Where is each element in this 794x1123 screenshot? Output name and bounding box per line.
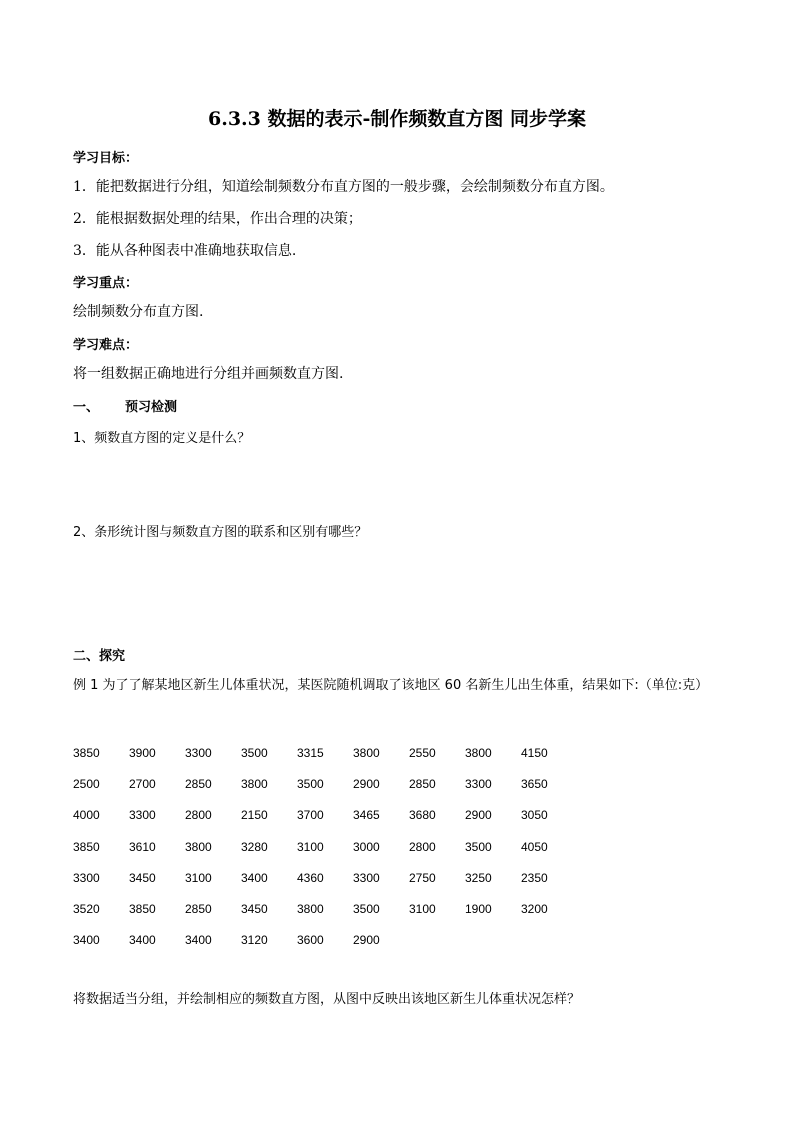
table-row (73, 862, 577, 893)
table-cell: 3300 (353, 870, 380, 885)
table-cell: 3850 (129, 902, 156, 917)
table-cell: 4050 (521, 839, 548, 854)
table-row (73, 831, 577, 862)
table-cell: 3450 (241, 902, 268, 917)
table-cell: 3900 (129, 745, 156, 760)
table-cell: 1900 (465, 902, 492, 917)
section-1-number: 一、 (73, 400, 100, 415)
example-1-text: 例 1 为了了解某地区新生儿体重状况，某医院随机调取了该地区 60 名新生儿出生体重，结果如下:（单位:克） (73, 678, 709, 693)
table-cell: 3120 (241, 933, 268, 948)
preview-question-1: 1、频数直方图的定义是什么？ (73, 431, 251, 446)
difficulty-text: 将一组数据正确地进行分组并画频数直方图. (73, 366, 344, 382)
table-cell: 3100 (409, 902, 436, 917)
table-cell: 3300 (129, 808, 156, 823)
table-cell: 2900 (353, 933, 380, 948)
table-cell: 2350 (521, 870, 548, 885)
birth-weight-data-table (73, 737, 577, 956)
table-cell: 3400 (241, 870, 268, 885)
table-row (73, 893, 577, 924)
table-row (73, 925, 577, 956)
table-cell: 3315 (297, 745, 324, 760)
section-2-heading: 二、探究 (73, 649, 126, 664)
table-cell: 3850 (73, 745, 100, 760)
table-cell: 3280 (241, 839, 268, 854)
key-point-heading: 学习重点： (73, 276, 139, 291)
table-cell: 3400 (185, 933, 212, 948)
table-cell: 3200 (521, 902, 548, 917)
table-cell: 2150 (241, 808, 268, 823)
table-cell: 2900 (353, 776, 380, 791)
table-cell: 2850 (185, 902, 212, 917)
table-cell: 2900 (465, 808, 492, 823)
section-1-heading (73, 396, 177, 415)
table-cell: 3680 (409, 808, 436, 823)
table-cell: 3610 (129, 839, 156, 854)
table-cell: 2550 (409, 745, 436, 760)
table-cell: 2850 (185, 776, 212, 791)
table-row (73, 768, 577, 799)
table-cell: 3800 (465, 745, 492, 760)
table-cell: 3800 (241, 776, 268, 791)
table-cell: 3450 (129, 870, 156, 885)
difficulty-heading: 学习难点： (73, 338, 139, 353)
table-cell: 3650 (521, 776, 548, 791)
table-cell: 2750 (409, 870, 436, 885)
table-cell: 3300 (465, 776, 492, 791)
table-row (73, 737, 577, 768)
table-cell: 3300 (185, 745, 212, 760)
table-cell: 3400 (73, 933, 100, 948)
page-title: 6.3.3 数据的表示-制作频数直方图 同步学案 (207, 108, 586, 130)
table-cell: 3300 (73, 870, 100, 885)
table-cell: 3100 (297, 839, 324, 854)
table-cell: 3520 (73, 902, 100, 917)
table-cell: 3500 (297, 776, 324, 791)
table-cell: 2850 (409, 776, 436, 791)
table-cell: 3100 (185, 870, 212, 885)
table-cell: 3500 (241, 745, 268, 760)
table-cell: 3050 (521, 808, 548, 823)
table-cell: 3800 (185, 839, 212, 854)
table-cell: 2800 (409, 839, 436, 854)
table-cell: 3800 (297, 902, 324, 917)
table-cell: 2500 (73, 776, 100, 791)
objectives-heading: 学习目标： (73, 151, 139, 166)
table-cell: 4360 (297, 870, 324, 885)
table-cell: 2800 (185, 808, 212, 823)
key-point-text: 绘制频数分布直方图. (73, 304, 204, 320)
table-cell: 3500 (465, 839, 492, 854)
table-cell: 3800 (353, 745, 380, 760)
objective-item-2: 2．能根据数据处理的结果，作出合理的决策； (73, 211, 362, 227)
objective-item-1: 1．能把数据进行分组，知道绘制频数分布直方图的一般步骤，会绘制频数分布直方图。 (73, 179, 614, 195)
table-cell: 2700 (129, 776, 156, 791)
table-cell: 4150 (521, 745, 548, 760)
table-cell: 3250 (465, 870, 492, 885)
objective-item-3: 3．能从各种图表中准确地获取信息. (73, 243, 297, 259)
table-cell: 3500 (353, 902, 380, 917)
table-cell: 3700 (297, 808, 324, 823)
table-cell: 3600 (297, 933, 324, 948)
table-cell: 3465 (353, 808, 380, 823)
section-1-title: 预习检测 (125, 400, 178, 415)
table-cell: 3850 (73, 839, 100, 854)
table-cell: 3000 (353, 839, 380, 854)
table-cell: 3400 (129, 933, 156, 948)
preview-question-2: 2、条形统计图与频数直方图的联系和区别有哪些？ (73, 525, 368, 540)
table-row (73, 800, 577, 831)
table-cell: 4000 (73, 808, 100, 823)
example-1-question: 将数据适当分组，并绘制相应的频数直方图，从图中反映出该地区新生儿体重状况怎样？ (73, 992, 581, 1007)
